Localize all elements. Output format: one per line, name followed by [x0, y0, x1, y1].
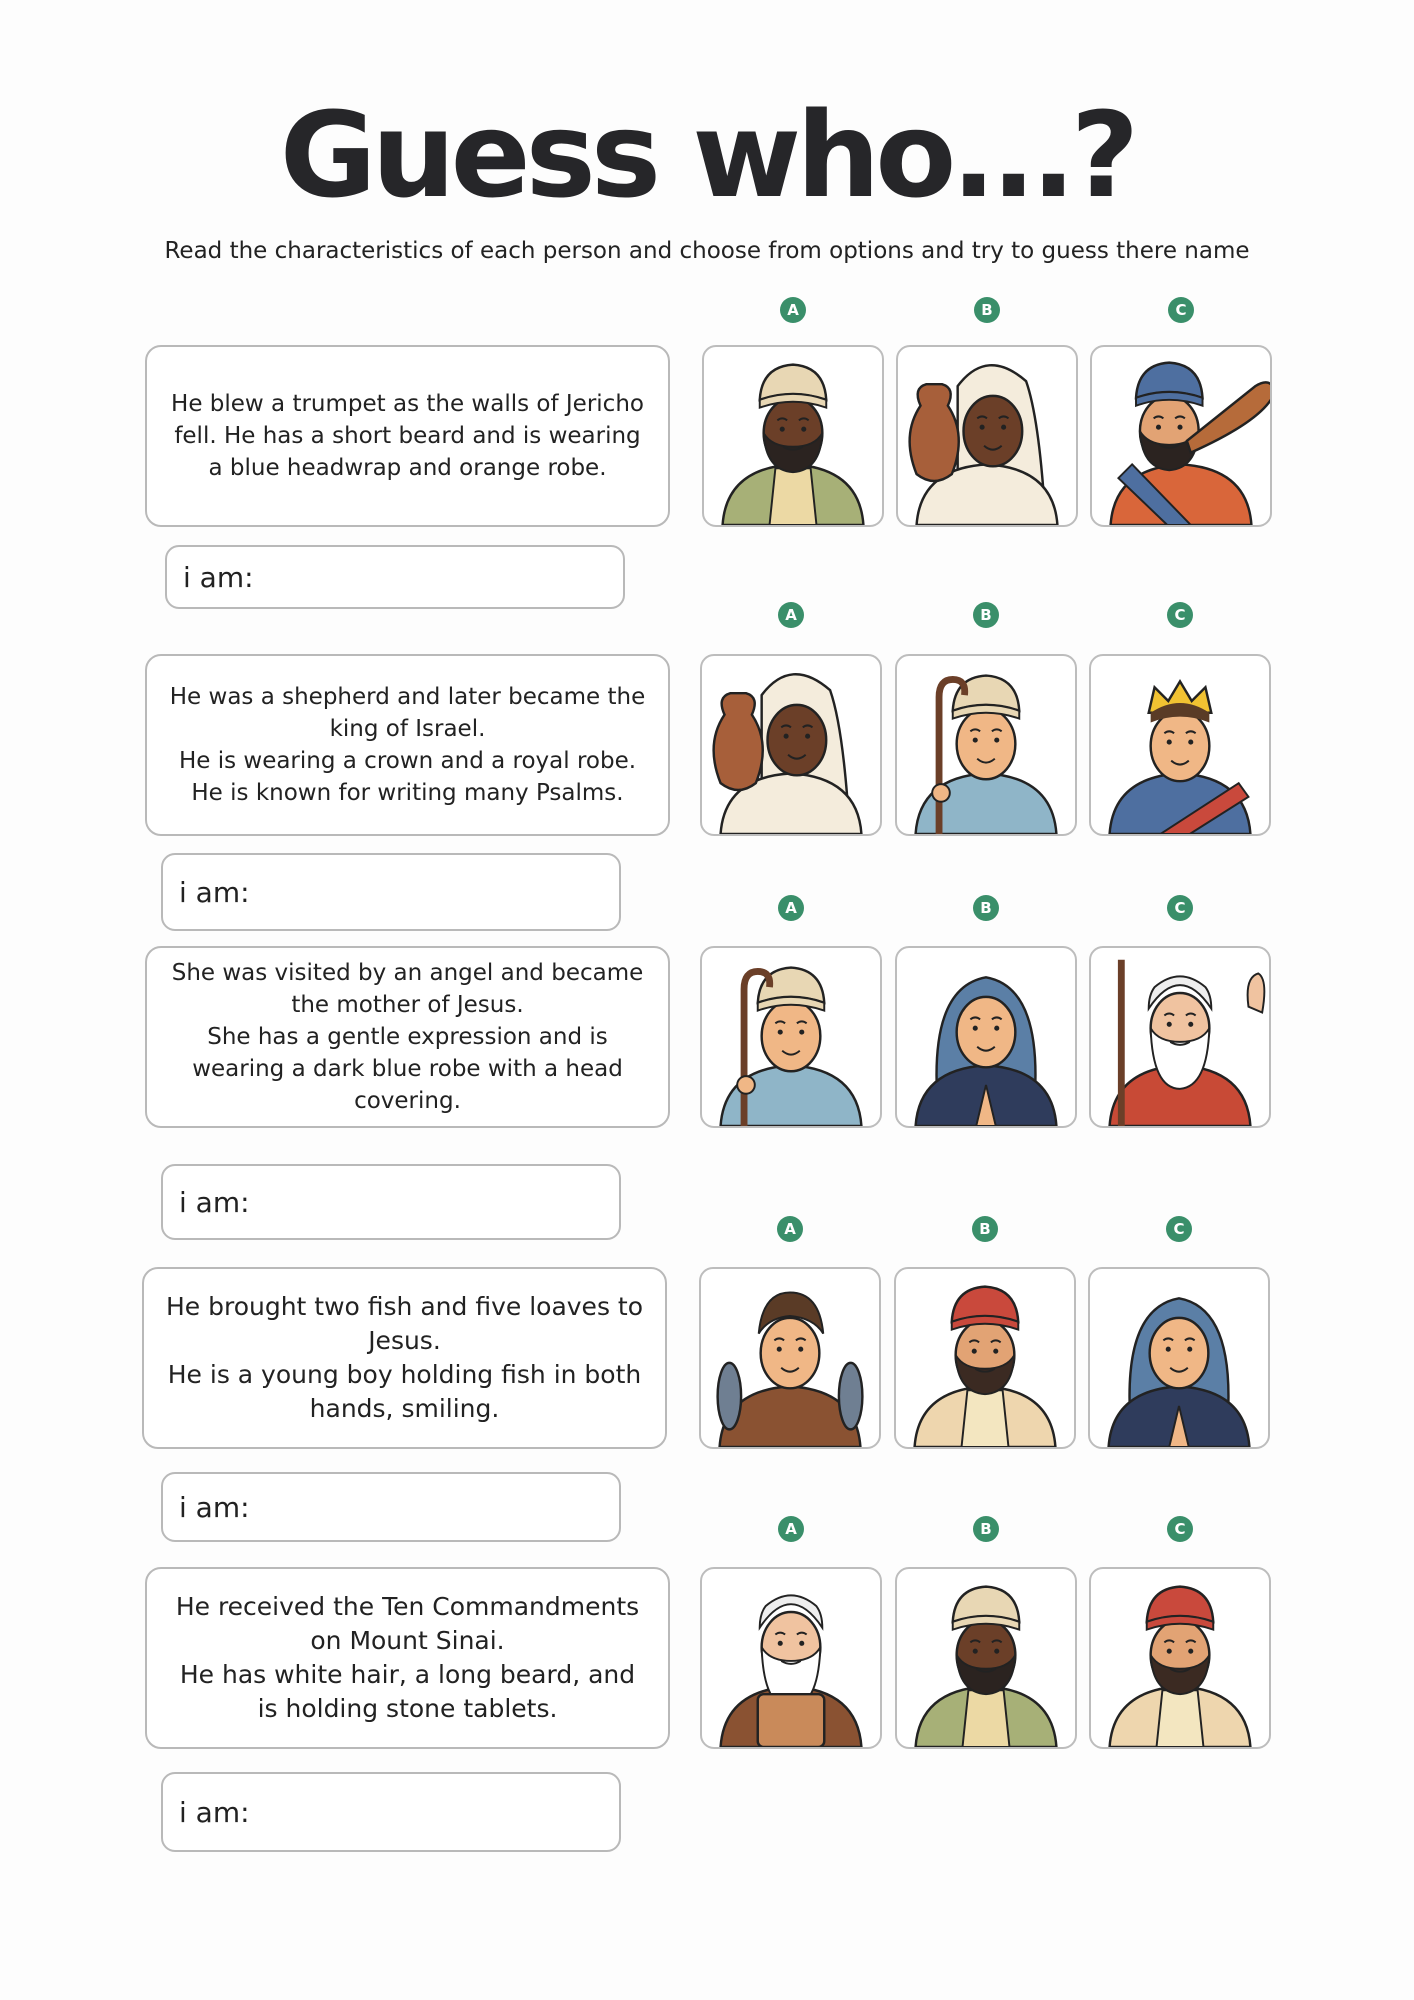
option-letter-badge: B — [972, 1216, 998, 1242]
option-card[interactable] — [895, 946, 1077, 1128]
question-description: He received the Ten Commandments on Mount Sinai. He has white hair, a long beard, and is holding stone tablets. — [145, 1567, 670, 1749]
option-card[interactable] — [1090, 345, 1272, 527]
answer-field[interactable]: i am: — [161, 1472, 621, 1542]
option-card[interactable] — [702, 345, 884, 527]
option-card[interactable] — [895, 654, 1077, 836]
woman-praying-blue-veil-icon — [1090, 1269, 1268, 1447]
bearded-man-red-turban-icon — [896, 1269, 1074, 1447]
question-description: He blew a trumpet as the walls of Jericho fell. He has a short beard and is wearing a blue headwrap and orange robe. — [145, 345, 670, 527]
answer-field[interactable]: i am: — [161, 853, 621, 931]
option-letter-badge: C — [1167, 602, 1193, 628]
option-card[interactable] — [1089, 946, 1271, 1128]
option-card[interactable] — [699, 1267, 881, 1449]
shepherd-with-staff-icon — [702, 948, 880, 1126]
option-card[interactable] — [700, 946, 882, 1128]
bearded-man-beige-turban-icon — [704, 347, 882, 525]
shepherd-with-staff-icon — [897, 656, 1075, 834]
option-card[interactable] — [700, 654, 882, 836]
question-description: He brought two fish and five loaves to Jesus. He is a young boy holding fish in both hands, smiling. — [142, 1267, 667, 1449]
option-letter-badge: A — [778, 1516, 804, 1542]
question-description: She was visited by an angel and became the mother of Jesus. She has a gentle expression and is wearing a dark blue robe with a head covering. — [145, 946, 670, 1128]
option-card[interactable] — [1088, 1267, 1270, 1449]
question-description: He was a shepherd and later became the king of Israel. He is wearing a crown and a royal robe. He is known for writing many Psalms. — [145, 654, 670, 836]
answer-field[interactable]: i am: — [161, 1772, 621, 1852]
option-letter-badge: B — [974, 297, 1000, 323]
answer-field[interactable]: i am: — [161, 1164, 621, 1240]
option-card[interactable] — [894, 1267, 1076, 1449]
option-card[interactable] — [896, 345, 1078, 527]
option-letter-badge: B — [973, 602, 999, 628]
option-letter-badge: B — [973, 895, 999, 921]
worksheet-title: Guess who...? — [279, 86, 1135, 224]
bearded-man-beige-turban-icon — [897, 1569, 1075, 1747]
woman-carrying-jar-icon — [898, 347, 1076, 525]
bearded-man-red-turban-icon — [1091, 1569, 1269, 1747]
option-letter-badge: A — [777, 1216, 803, 1242]
woman-praying-blue-veil-icon — [897, 948, 1075, 1126]
woman-carrying-jar-icon — [702, 656, 880, 834]
option-letter-badge: C — [1167, 895, 1193, 921]
option-card[interactable] — [1089, 1567, 1271, 1749]
option-letter-badge: C — [1167, 1516, 1193, 1542]
option-letter-badge: A — [778, 895, 804, 921]
option-letter-badge: A — [778, 602, 804, 628]
option-letter-badge: C — [1168, 297, 1194, 323]
option-letter-badge: B — [973, 1516, 999, 1542]
old-man-with-tablets-icon — [702, 1569, 880, 1747]
option-letter-badge: C — [1166, 1216, 1192, 1242]
man-blowing-horn-icon — [1092, 347, 1270, 525]
option-card[interactable] — [895, 1567, 1077, 1749]
answer-field[interactable]: i am: — [165, 545, 625, 609]
boy-holding-fish-icon — [701, 1269, 879, 1447]
old-man-with-staff-icon — [1091, 948, 1269, 1126]
king-with-crown-icon — [1091, 656, 1269, 834]
option-card[interactable] — [700, 1567, 882, 1749]
option-letter-badge: A — [780, 297, 806, 323]
worksheet-instructions: Read the characteristics of each person and choose from options and try to guess there name — [164, 238, 1250, 264]
option-card[interactable] — [1089, 654, 1271, 836]
